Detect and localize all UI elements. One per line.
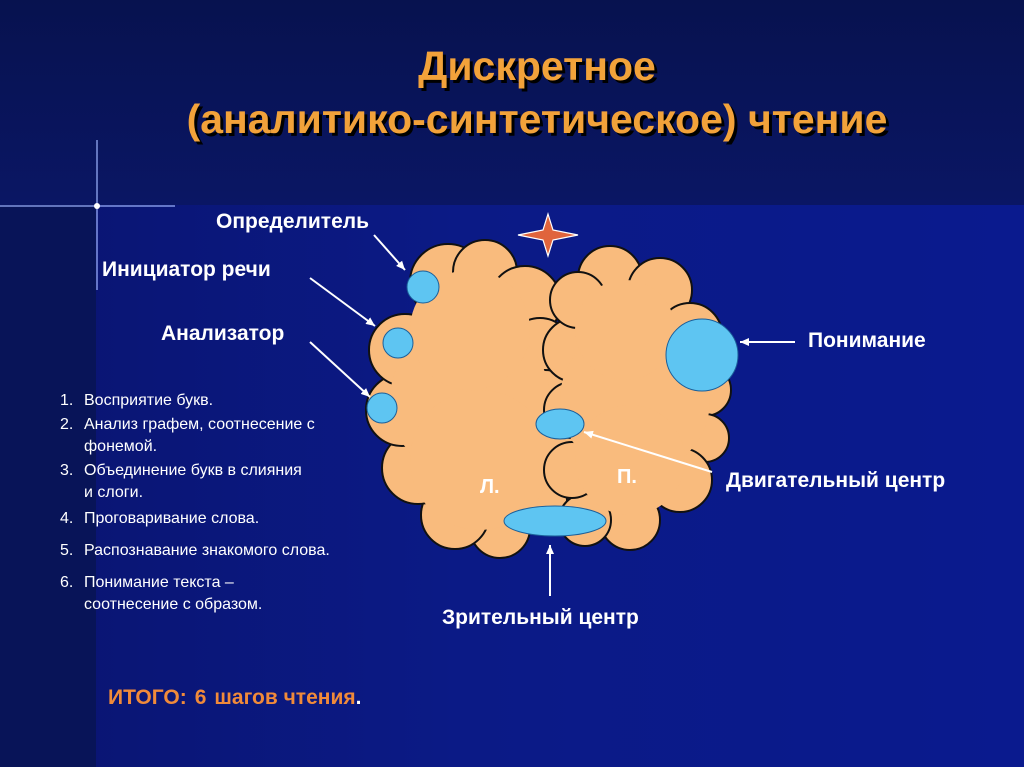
label-speech-initiator: Инициатор речи [102,258,271,281]
label-analyzer: Анализатор [161,322,285,345]
total-prefix: ИТОГО: [108,686,187,709]
total-summary [108,686,361,710]
arrow-speech-initiator [310,278,375,326]
step-number: 6. [60,574,74,591]
list-item [60,460,370,504]
step-text: Анализ графем, соотнесение с фонемой. [84,416,315,455]
understanding-center [666,319,738,391]
list-item [60,572,370,616]
label-right-hemisphere: П. [617,466,637,488]
step-text: Понимание текста – соотнесение с образом. [84,574,263,613]
list-item [60,508,370,530]
list-item [60,390,370,412]
visual-center [504,506,606,536]
step-number: 1. [60,392,74,409]
step-number: 5. [60,542,74,559]
analyzer-center [367,393,397,423]
label-understanding: Понимание [808,329,926,352]
label-visual-center: Зрительный центр [442,606,639,629]
right-hemisphere [543,246,731,550]
title-line-2: (аналитико-синтетическое) чтение [186,96,888,142]
title-line-1: Дискретное [418,43,656,89]
arrow-analyzer [310,342,370,397]
total-count: 6 [194,686,207,709]
step-text: Восприятие букв. [84,392,214,409]
label-motor-center: Двигательный центр [726,469,946,492]
step-number: 2. [60,416,74,433]
arrow-determiner [374,235,405,270]
label-left-hemisphere: Л. [480,476,500,498]
total-rest: шагов чтения [214,686,356,709]
speech-initiator-center [383,328,413,358]
total-suffix: . [355,686,362,709]
step-number: 3. [60,462,74,479]
star-icon [518,214,578,256]
motor-center [536,409,584,439]
determiner-center [407,271,439,303]
list-item [60,540,370,562]
step-text: Проговаривание слова. [84,510,260,527]
reading-steps-list [60,390,370,616]
step-number: 4. [60,510,74,527]
step-text: Объединение букв в слияния и слоги. [84,462,302,501]
label-determiner: Определитель [216,210,369,233]
step-text: Распознавание знакомого слова. [84,542,330,559]
list-item [60,414,370,458]
